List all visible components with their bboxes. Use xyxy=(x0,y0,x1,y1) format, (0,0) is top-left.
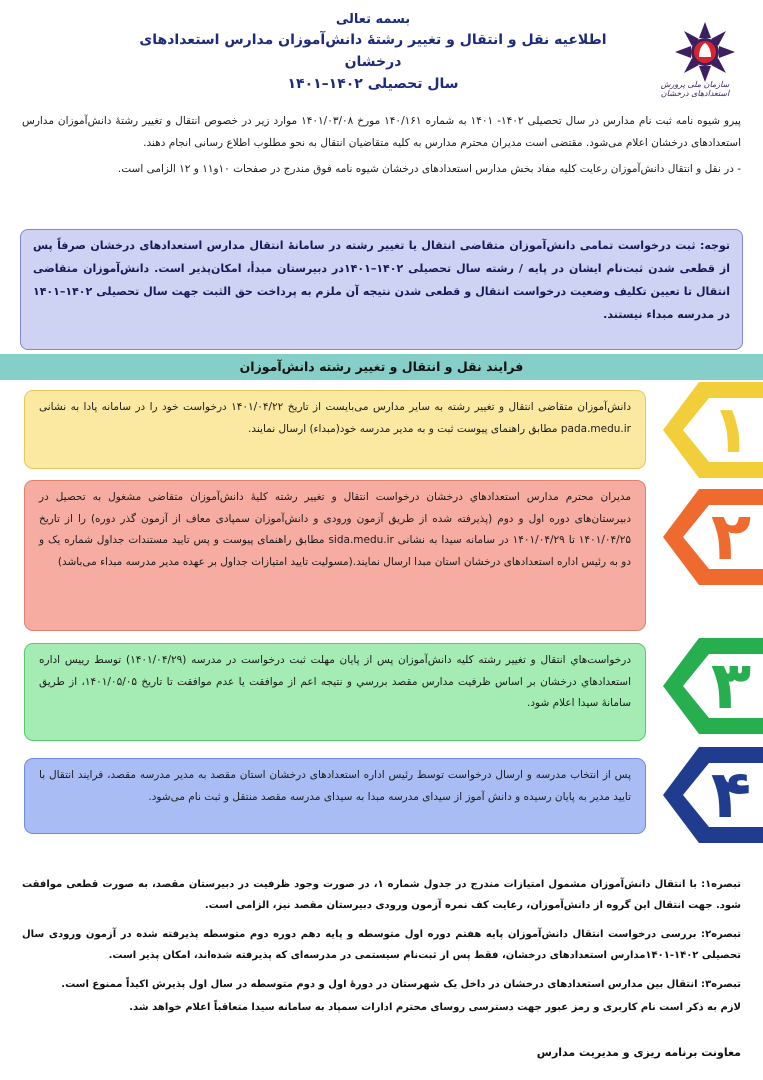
notes-section xyxy=(22,874,741,1026)
step-4-number-badge xyxy=(647,745,763,845)
step-3-box: درخواست‌هاي انتقال و تغییر رشته کلیه دانش‌آموزان پس از پایان مهلت ثبت درخواست در مدرسه (۱۴۰۱/۰۴/۲۹) توسط رییس اداره استعدادهاي درخشان بر اساس ظرفیت مدارس مقصد بررسي و نتیجه اعم از موافقت یا عدم موافقت تا تاریخ ۱۴۰۱/۰۵/۰۵، از طریق سامانۀ سیدا اعلام شود. xyxy=(24,643,646,741)
step-4-number: ۴ xyxy=(710,756,752,833)
intro-section xyxy=(22,110,741,184)
note-3: تبصره۳: انتقال بین مدارس استعدادهای درخشان در داخل یک شهرستان در دورۀ اول و دوم متوسطه در سال اول پذیرش اکیداً ممنوع است. xyxy=(61,979,741,990)
step-2-box: مدیران محترم مدارس استعدادهاي درخشان درخواست انتقال و تغییر رشته کلیۀ دانش‌آموزان متقاضی مشغول به تحصیل در دبیرستان‌های دوره اول و دوم (پذیرفته شده از طریق آزمون ورودی و دانش‌آموزان سمپادی معاف از آزمون گذر دوره) را از تاریخ ۱۴۰۱/۰۴/۲۵ تا ۱۴۰۱/۰۴/۲۹ در سامانه سیدا به نشانی sida.medu.ir مطابق راهنمای پیوست و پس تایید مستندات جداول شماره یک و دو به رئیس اداره استعدادهای درخشان استان مبدا ارسال نمایند.(مسولیت تایید امتیازات جداول بر عهده مدیر مدرسه مبداء می‌باشد) xyxy=(24,480,646,631)
step-1-number-badge xyxy=(647,380,763,480)
step-2-number: ۲ xyxy=(710,498,752,575)
step-3-number: ۳ xyxy=(710,647,752,724)
organization-caption: سازمان ملی پرورش استعدادهای درخشان xyxy=(660,80,730,98)
document-title: اطلاعیه نقل و انتقال و تغییر رشتۀ دانش‌آموزان مدارس استعدادهای درخشان xyxy=(139,32,607,70)
intro-paragraph: پیرو شیوه نامه ثبت نام مدارس در سال تحصیلی ۱۴۰۲- ۱۴۰۱ به شماره ۱۴۰/۱۶۱ مورخ ۱۴۰۱/۰۳/۰۸ موارد زیر در خصوص انتقال و تغییر رشتۀ دانش‌آموزان مدارس استعدادهای درخشان اعلام می‌شود. مقتضی است مدیران محترم مدارس به کلیه متقاضیان انتقال به نحو مطلوب اطلاع رسانی انجام دهند. xyxy=(22,115,741,149)
notice-box: توجه: ثبت درخواست تمامی دانش‌آموزان متقاضی انتقال یا تغییر رشته در سامانۀ انتقال مدارس استعدادهای درخشان صرفاً پس از قطعی شدن ثبت‌نام ایشان در پایه / رشته سال تحصیلی ۱۴۰۲–۱۴۰۱در دبیرستان مبدأ، امکان‌پذیر است. دانش‌آموزان متقاضی انتقال تا تعیین تکلیف وضعیت درخواست انتقال و قطعی شدن نتیجه آن ملزم به پرداخت حق الثبت جهت سال تحصیلی ۱۴۰۲–۱۴۰۱ در مدرسه مبداء نیستند. xyxy=(20,229,743,350)
signature-department: معاونت برنامه ریزی و مدیریت مدارس xyxy=(536,1046,741,1059)
intro-note: - در نقل و انتقال دانش‌آموزان رعایت کلیه مفاد بخش مدارس استعدادهای درخشان شیوه نامه فوق مندرج در صفحات ۱۰و۱۱ و ۱۲ الزامی است. xyxy=(117,163,741,175)
step-1-box: دانش‌آموزان متقاضی انتقال و تغییر رشته به سایر مدارس می‌بایست از تاریخ ۱۴۰۱/۰۴/۲۲ درخواست خود را در سامانه پادا به نشانی pada.medu.ir مطابق راهنمای پیوست ثبت و به مدیر مدرسه خود(مبداء) ارسال نمایند. xyxy=(24,390,646,469)
note-1: تبصره۱: با انتقال دانش‌آموزان مشمول امتیازات مندرج در جدول شماره ۱، در صورت وجود ظرفیت در دبیرستان مقصد، به صورت قطعی موافقت شود. جهت انتقال این گروه از دانش‌آموزان، رعایت کف نمره آزمون ورودی دبیرستان مقصد نیز، الزامی است. xyxy=(22,879,741,911)
note-4: لازم به ذکر است نام کاربری و رمز عبور جهت دسترسی روسای محترم ادارات سمپاد به سامانه سیدا متعاقباً اعلام خواهد شد. xyxy=(129,1002,741,1013)
process-banner: فرایند نقل و انتقال و تغییر رشته دانش‌آموزان xyxy=(0,354,763,380)
note-2: تبصره۲: بررسی درخواست انتقال دانش‌آموزان پایه هفتم دوره اول متوسطه و پایه دهم دوره دوم متوسطه پذیرفته شده در آزمون ورودی سال تحصیلی ۱۴۰۲-۱۴۰۱مدارس استعدادهای درخشان، فقط پس از ثبت‌نام سیستمی در مدرسه‌ای که پذیرفته شده‌اند، امکان پذیر است. xyxy=(22,929,741,961)
step-1-number: ۱ xyxy=(710,391,752,468)
step-4-box: پس از انتخاب مدرسه و ارسال درخواست توسط رئیس اداره استعدادهای درخشان استان مقصد به مدیر مدرسه مقصد، فرایند انتقال با تایید مدیر به پایان رسیده و دانش آموز از سیدای مدرسه مبدا به سیدای مدرسه مقصد منتقل و ثبت نام می‌شود. xyxy=(24,758,646,834)
bismillah: بسمه تعالی xyxy=(335,12,411,27)
document-header xyxy=(113,12,633,95)
step-2-number-badge xyxy=(647,487,763,587)
academic-year: سال تحصیلی ۱۴۰۲–۱۴۰۱ xyxy=(287,76,459,92)
step-3-number-badge xyxy=(647,636,763,736)
